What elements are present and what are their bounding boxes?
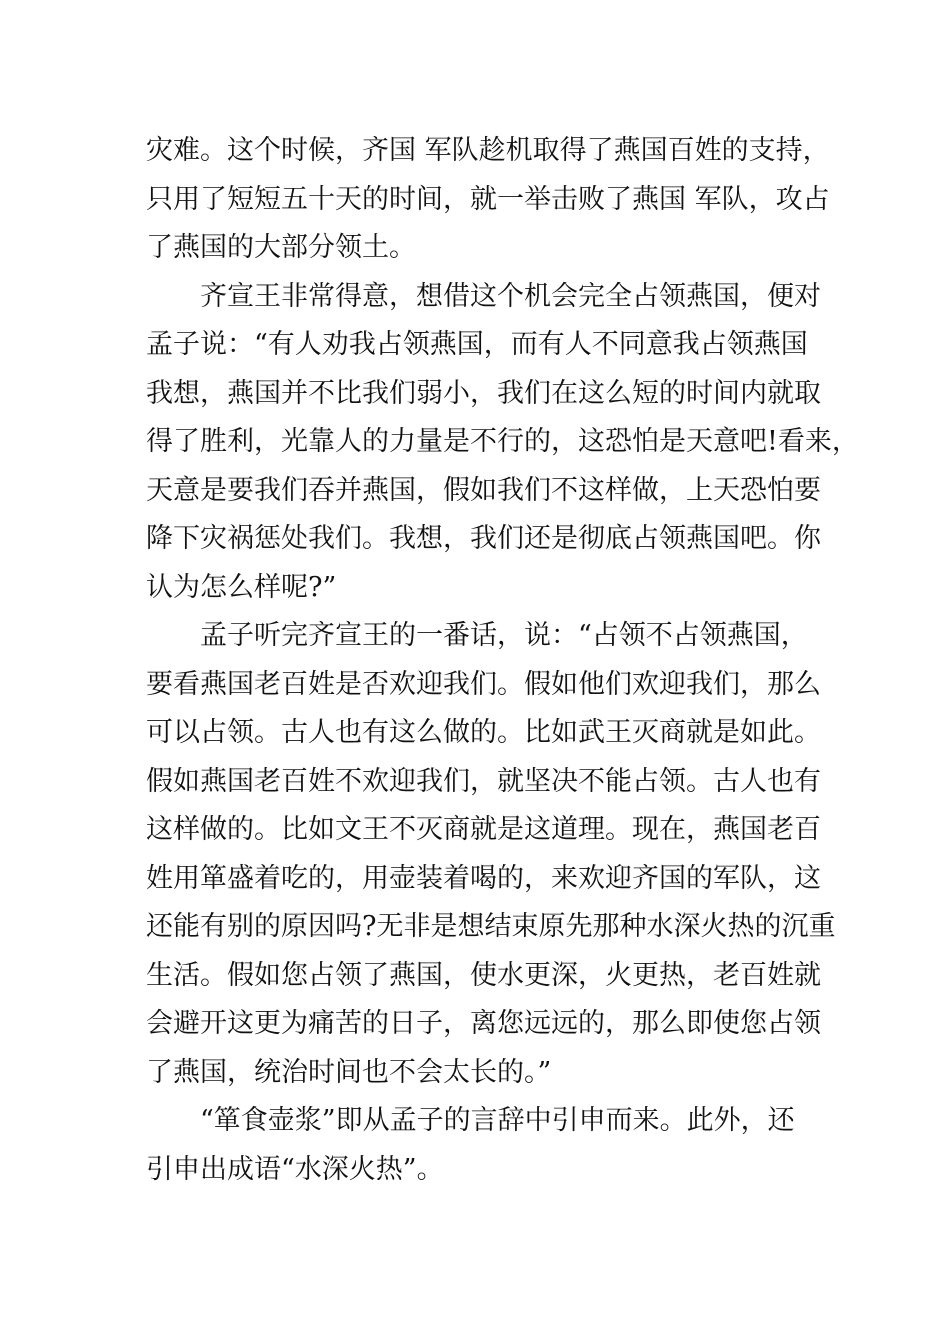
text-line: 可以占领。古人也有这么做的。比如武王灭商就是如此。 [146,717,821,748]
text-line: 会避开这更为痛苦的日子，离您远远的，那么即使您占领 [146,1008,821,1039]
text-line: 得了胜利，光靠人的力量是不行的，这恐怕是天意吧!看来， [146,426,859,457]
text-line: 了燕国，统治时间也不会太长的。” [146,1056,552,1088]
text-line: 天意是要我们吞并燕国，假如我们不这样做，上天恐怕要 [146,474,821,506]
text-line: 要看燕国老百姓是否欢迎我们。假如他们欢迎我们，那么 [146,668,821,700]
text-line: 这样做的。比如文王不灭商就是这道理。现在，燕国老百 [146,814,821,845]
text-line: 只用了短短五十天的时间，就一举击败了燕国 军队，攻占 [146,183,830,215]
text-line: 还能有别的原因吗?无非是想结束原先那种水深火热的沉重 [146,911,836,942]
body-text [146,127,859,1194]
text-line: 引申出成语“水深火热”。 [146,1153,444,1185]
text-line: 生活。假如您占领了燕国，使水更深，火更热，老百姓就 [146,959,821,991]
text-line: 姓用箪盛着吃的，用壶装着喝的，来欢迎齐国的军队，这 [146,862,821,894]
text-line: 灾难。这个时候，齐国 军队趁机取得了燕国百姓的支持， [146,135,830,166]
text-line: 假如燕国老百姓不欢迎我们，就坚决不能占领。古人也有 [146,765,821,797]
paragraph-first-line: 齐宣王非常得意，想借这个机会完全占领燕国，便对 [200,280,821,312]
text-line: 孟子说：“有人劝我占领燕国，而有人不同意我占领燕国 [146,329,808,360]
paragraph-first-line: 孟子听完齐宣王的一番话，说：“占领不占领燕国， [200,620,808,651]
text-line: 了燕国的大部分领土。 [146,232,416,263]
text-line: 降下灾祸惩处我们。我想，我们还是彻底占领燕国吧。你 [146,523,821,554]
text-line: 认为怎么样呢?” [146,571,337,603]
text-line: 我想，燕国并不比我们弱小，我们在这么短的时间内就取 [146,377,821,409]
paragraph-first-line: “箪食壶浆”即从孟子的言辞中引申而来。此外，还 [200,1105,795,1136]
